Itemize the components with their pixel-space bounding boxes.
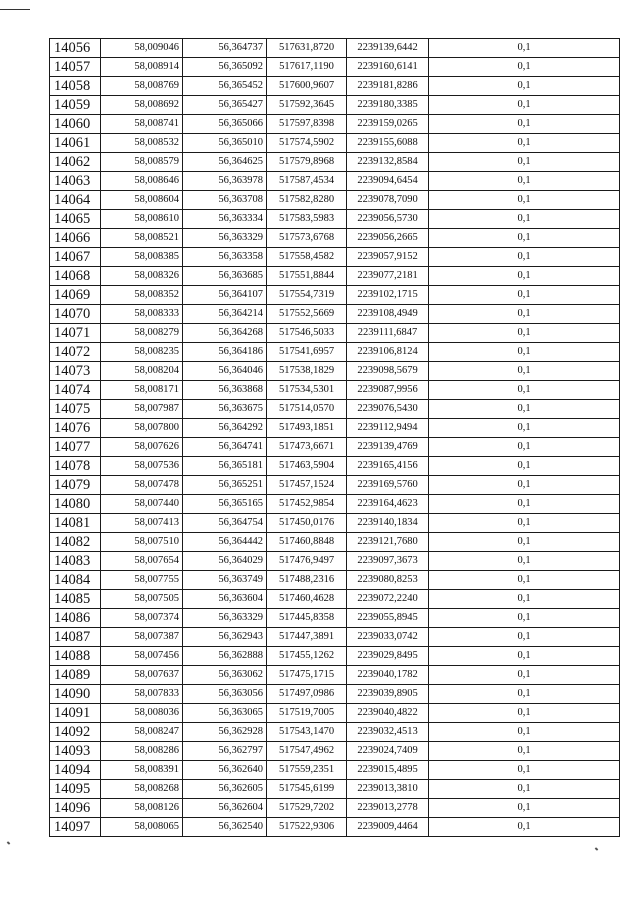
coord-x-cell: 517445,8358 bbox=[267, 609, 347, 628]
tolerance-cell: 0,1 bbox=[429, 324, 620, 343]
coord-y-cell: 2239024,7409 bbox=[347, 742, 429, 761]
latitude-cell: 58,008286 bbox=[101, 742, 183, 761]
coord-x-cell: 517573,6768 bbox=[267, 229, 347, 248]
tolerance-cell: 0,1 bbox=[429, 533, 620, 552]
longitude-cell: 56,363675 bbox=[183, 400, 267, 419]
latitude-cell: 58,008171 bbox=[101, 381, 183, 400]
longitude-cell: 56,364625 bbox=[183, 153, 267, 172]
coord-x-cell: 517534,5301 bbox=[267, 381, 347, 400]
table-row bbox=[50, 495, 620, 514]
coord-x-cell: 517600,9607 bbox=[267, 77, 347, 96]
longitude-cell: 56,362605 bbox=[183, 780, 267, 799]
coord-y-cell: 2239040,4822 bbox=[347, 704, 429, 723]
latitude-cell: 58,008646 bbox=[101, 172, 183, 191]
coord-y-cell: 2239055,8945 bbox=[347, 609, 429, 628]
coord-x-cell: 517554,7319 bbox=[267, 286, 347, 305]
point-number-cell: 14076 bbox=[50, 419, 101, 438]
point-number-cell: 14093 bbox=[50, 742, 101, 761]
coord-y-cell: 2239013,2778 bbox=[347, 799, 429, 818]
tolerance-cell: 0,1 bbox=[429, 305, 620, 324]
table-row bbox=[50, 476, 620, 495]
coord-y-cell: 2239077,2181 bbox=[347, 267, 429, 286]
point-number-cell: 14096 bbox=[50, 799, 101, 818]
point-number-cell: 14085 bbox=[50, 590, 101, 609]
point-number-cell: 14073 bbox=[50, 362, 101, 381]
latitude-cell: 58,007440 bbox=[101, 495, 183, 514]
table-row bbox=[50, 438, 620, 457]
point-number-cell: 14079 bbox=[50, 476, 101, 495]
longitude-cell: 56,365181 bbox=[183, 457, 267, 476]
coord-y-cell: 2239169,5760 bbox=[347, 476, 429, 495]
longitude-cell: 56,364754 bbox=[183, 514, 267, 533]
latitude-cell: 58,008333 bbox=[101, 305, 183, 324]
table-row bbox=[50, 780, 620, 799]
latitude-cell: 58,008914 bbox=[101, 58, 183, 77]
point-number-cell: 14059 bbox=[50, 96, 101, 115]
coord-y-cell: 2239078,7090 bbox=[347, 191, 429, 210]
tolerance-cell: 0,1 bbox=[429, 343, 620, 362]
tolerance-cell: 0,1 bbox=[429, 229, 620, 248]
latitude-cell: 58,008126 bbox=[101, 799, 183, 818]
coord-y-cell: 2239102,1715 bbox=[347, 286, 429, 305]
longitude-cell: 56,362943 bbox=[183, 628, 267, 647]
latitude-cell: 58,007626 bbox=[101, 438, 183, 457]
table-row bbox=[50, 571, 620, 590]
tolerance-cell: 0,1 bbox=[429, 571, 620, 590]
longitude-cell: 56,364029 bbox=[183, 552, 267, 571]
longitude-cell: 56,363056 bbox=[183, 685, 267, 704]
coord-x-cell: 517497,0986 bbox=[267, 685, 347, 704]
table-row bbox=[50, 210, 620, 229]
latitude-cell: 58,007510 bbox=[101, 533, 183, 552]
coord-y-cell: 2239140,1834 bbox=[347, 514, 429, 533]
longitude-cell: 56,362928 bbox=[183, 723, 267, 742]
coord-y-cell: 2239056,5730 bbox=[347, 210, 429, 229]
table-row bbox=[50, 514, 620, 533]
point-number-cell: 14063 bbox=[50, 172, 101, 191]
table-row bbox=[50, 229, 620, 248]
coord-x-cell: 517488,2316 bbox=[267, 571, 347, 590]
tolerance-cell: 0,1 bbox=[429, 438, 620, 457]
coord-x-cell: 517447,3891 bbox=[267, 628, 347, 647]
longitude-cell: 56,363708 bbox=[183, 191, 267, 210]
longitude-cell: 56,363685 bbox=[183, 267, 267, 286]
coord-x-cell: 517546,5033 bbox=[267, 324, 347, 343]
table-row bbox=[50, 115, 620, 134]
coord-x-cell: 517529,7202 bbox=[267, 799, 347, 818]
longitude-cell: 56,363334 bbox=[183, 210, 267, 229]
tolerance-cell: 0,1 bbox=[429, 381, 620, 400]
coord-y-cell: 2239056,2665 bbox=[347, 229, 429, 248]
longitude-cell: 56,365092 bbox=[183, 58, 267, 77]
point-number-cell: 14067 bbox=[50, 248, 101, 267]
point-number-cell: 14066 bbox=[50, 229, 101, 248]
tolerance-cell: 0,1 bbox=[429, 666, 620, 685]
latitude-cell: 58,008692 bbox=[101, 96, 183, 115]
coord-x-cell: 517559,2351 bbox=[267, 761, 347, 780]
tolerance-cell: 0,1 bbox=[429, 780, 620, 799]
coord-y-cell: 2239080,8253 bbox=[347, 571, 429, 590]
table-row bbox=[50, 628, 620, 647]
longitude-cell: 56,362640 bbox=[183, 761, 267, 780]
tolerance-cell: 0,1 bbox=[429, 134, 620, 153]
table-row bbox=[50, 248, 620, 267]
longitude-cell: 56,365165 bbox=[183, 495, 267, 514]
table-row bbox=[50, 609, 620, 628]
coord-x-cell: 517450,0176 bbox=[267, 514, 347, 533]
longitude-cell: 56,364268 bbox=[183, 324, 267, 343]
latitude-cell: 58,007833 bbox=[101, 685, 183, 704]
table-row bbox=[50, 818, 620, 837]
coord-x-cell: 517538,1829 bbox=[267, 362, 347, 381]
coord-x-cell: 517582,8280 bbox=[267, 191, 347, 210]
tolerance-cell: 0,1 bbox=[429, 723, 620, 742]
coord-y-cell: 2239029,8495 bbox=[347, 647, 429, 666]
latitude-cell: 58,009046 bbox=[101, 39, 183, 58]
tolerance-cell: 0,1 bbox=[429, 172, 620, 191]
longitude-cell: 56,364046 bbox=[183, 362, 267, 381]
tolerance-cell: 0,1 bbox=[429, 799, 620, 818]
coord-x-cell: 517514,0570 bbox=[267, 400, 347, 419]
latitude-cell: 58,007413 bbox=[101, 514, 183, 533]
longitude-cell: 56,363978 bbox=[183, 172, 267, 191]
latitude-cell: 58,008521 bbox=[101, 229, 183, 248]
tolerance-cell: 0,1 bbox=[429, 476, 620, 495]
tolerance-cell: 0,1 bbox=[429, 267, 620, 286]
point-number-cell: 14097 bbox=[50, 818, 101, 837]
point-number-cell: 14082 bbox=[50, 533, 101, 552]
tolerance-cell: 0,1 bbox=[429, 191, 620, 210]
coord-y-cell: 2239139,4769 bbox=[347, 438, 429, 457]
latitude-cell: 58,008741 bbox=[101, 115, 183, 134]
coord-x-cell: 517475,1715 bbox=[267, 666, 347, 685]
tolerance-cell: 0,1 bbox=[429, 552, 620, 571]
point-number-cell: 14057 bbox=[50, 58, 101, 77]
tolerance-cell: 0,1 bbox=[429, 514, 620, 533]
table-row bbox=[50, 723, 620, 742]
table-row bbox=[50, 457, 620, 476]
coord-y-cell: 2239181,8286 bbox=[347, 77, 429, 96]
point-number-cell: 14080 bbox=[50, 495, 101, 514]
latitude-cell: 58,008610 bbox=[101, 210, 183, 229]
longitude-cell: 56,365251 bbox=[183, 476, 267, 495]
point-number-cell: 14095 bbox=[50, 780, 101, 799]
coord-x-cell: 517592,3645 bbox=[267, 96, 347, 115]
longitude-cell: 56,364292 bbox=[183, 419, 267, 438]
latitude-cell: 58,007536 bbox=[101, 457, 183, 476]
table-row bbox=[50, 533, 620, 552]
point-number-cell: 14083 bbox=[50, 552, 101, 571]
longitude-cell: 56,365452 bbox=[183, 77, 267, 96]
latitude-cell: 58,007387 bbox=[101, 628, 183, 647]
coord-x-cell: 517522,9306 bbox=[267, 818, 347, 837]
table-row bbox=[50, 381, 620, 400]
tolerance-cell: 0,1 bbox=[429, 153, 620, 172]
coord-x-cell: 517476,9497 bbox=[267, 552, 347, 571]
tolerance-cell: 0,1 bbox=[429, 400, 620, 419]
tolerance-cell: 0,1 bbox=[429, 286, 620, 305]
latitude-cell: 58,008065 bbox=[101, 818, 183, 837]
table-row bbox=[50, 799, 620, 818]
coord-y-cell: 2239097,3673 bbox=[347, 552, 429, 571]
longitude-cell: 56,364186 bbox=[183, 343, 267, 362]
coord-x-cell: 517519,7005 bbox=[267, 704, 347, 723]
coord-x-cell: 517473,6671 bbox=[267, 438, 347, 457]
point-number-cell: 14087 bbox=[50, 628, 101, 647]
coordinates-table-body bbox=[50, 39, 620, 837]
latitude-cell: 58,007505 bbox=[101, 590, 183, 609]
coord-x-cell: 517583,5983 bbox=[267, 210, 347, 229]
point-number-cell: 14064 bbox=[50, 191, 101, 210]
latitude-cell: 58,008326 bbox=[101, 267, 183, 286]
coord-y-cell: 2239180,3385 bbox=[347, 96, 429, 115]
coord-y-cell: 2239139,6442 bbox=[347, 39, 429, 58]
tolerance-cell: 0,1 bbox=[429, 210, 620, 229]
point-number-cell: 14071 bbox=[50, 324, 101, 343]
tolerance-cell: 0,1 bbox=[429, 77, 620, 96]
table-row bbox=[50, 39, 620, 58]
table-row bbox=[50, 552, 620, 571]
point-number-cell: 14091 bbox=[50, 704, 101, 723]
point-number-cell: 14062 bbox=[50, 153, 101, 172]
table-row bbox=[50, 343, 620, 362]
point-number-cell: 14074 bbox=[50, 381, 101, 400]
table-row bbox=[50, 666, 620, 685]
coord-y-cell: 2239076,5430 bbox=[347, 400, 429, 419]
tolerance-cell: 0,1 bbox=[429, 115, 620, 134]
latitude-cell: 58,007478 bbox=[101, 476, 183, 495]
coord-x-cell: 517460,4628 bbox=[267, 590, 347, 609]
longitude-cell: 56,362540 bbox=[183, 818, 267, 837]
point-number-cell: 14056 bbox=[50, 39, 101, 58]
coord-x-cell: 517460,8848 bbox=[267, 533, 347, 552]
coord-y-cell: 2239112,9494 bbox=[347, 419, 429, 438]
latitude-cell: 58,008279 bbox=[101, 324, 183, 343]
coord-x-cell: 517463,5904 bbox=[267, 457, 347, 476]
coord-y-cell: 2239033,0742 bbox=[347, 628, 429, 647]
latitude-cell: 58,008604 bbox=[101, 191, 183, 210]
latitude-cell: 58,008204 bbox=[101, 362, 183, 381]
coordinates-table bbox=[49, 38, 620, 837]
table-row bbox=[50, 685, 620, 704]
latitude-cell: 58,008235 bbox=[101, 343, 183, 362]
latitude-cell: 58,008352 bbox=[101, 286, 183, 305]
table-row bbox=[50, 134, 620, 153]
coord-x-cell: 517493,1851 bbox=[267, 419, 347, 438]
coord-x-cell: 517541,6957 bbox=[267, 343, 347, 362]
table-row bbox=[50, 647, 620, 666]
coord-y-cell: 2239057,9152 bbox=[347, 248, 429, 267]
tolerance-cell: 0,1 bbox=[429, 457, 620, 476]
longitude-cell: 56,363062 bbox=[183, 666, 267, 685]
latitude-cell: 58,007637 bbox=[101, 666, 183, 685]
table-row bbox=[50, 96, 620, 115]
scan-artifact-left bbox=[7, 841, 11, 844]
tolerance-cell: 0,1 bbox=[429, 685, 620, 704]
point-number-cell: 14088 bbox=[50, 647, 101, 666]
latitude-cell: 58,008769 bbox=[101, 77, 183, 96]
longitude-cell: 56,364737 bbox=[183, 39, 267, 58]
coord-x-cell: 517574,5902 bbox=[267, 134, 347, 153]
table-row bbox=[50, 590, 620, 609]
table-row bbox=[50, 58, 620, 77]
coord-y-cell: 2239009,4464 bbox=[347, 818, 429, 837]
coord-y-cell: 2239160,6141 bbox=[347, 58, 429, 77]
table-row bbox=[50, 362, 620, 381]
longitude-cell: 56,365066 bbox=[183, 115, 267, 134]
tolerance-cell: 0,1 bbox=[429, 818, 620, 837]
table-row bbox=[50, 153, 620, 172]
point-number-cell: 14061 bbox=[50, 134, 101, 153]
tolerance-cell: 0,1 bbox=[429, 590, 620, 609]
longitude-cell: 56,363329 bbox=[183, 609, 267, 628]
latitude-cell: 58,007456 bbox=[101, 647, 183, 666]
table-row bbox=[50, 742, 620, 761]
coord-y-cell: 2239108,4949 bbox=[347, 305, 429, 324]
tolerance-cell: 0,1 bbox=[429, 248, 620, 267]
longitude-cell: 56,365010 bbox=[183, 134, 267, 153]
coord-x-cell: 517551,8844 bbox=[267, 267, 347, 286]
table-row bbox=[50, 324, 620, 343]
tolerance-cell: 0,1 bbox=[429, 647, 620, 666]
tolerance-cell: 0,1 bbox=[429, 742, 620, 761]
longitude-cell: 56,364442 bbox=[183, 533, 267, 552]
table-row bbox=[50, 77, 620, 96]
point-number-cell: 14060 bbox=[50, 115, 101, 134]
latitude-cell: 58,007374 bbox=[101, 609, 183, 628]
coord-y-cell: 2239039,8905 bbox=[347, 685, 429, 704]
longitude-cell: 56,364741 bbox=[183, 438, 267, 457]
coord-y-cell: 2239032,4513 bbox=[347, 723, 429, 742]
coord-y-cell: 2239111,6847 bbox=[347, 324, 429, 343]
coord-y-cell: 2239087,9956 bbox=[347, 381, 429, 400]
longitude-cell: 56,363065 bbox=[183, 704, 267, 723]
latitude-cell: 58,008532 bbox=[101, 134, 183, 153]
point-number-cell: 14094 bbox=[50, 761, 101, 780]
latitude-cell: 58,008036 bbox=[101, 704, 183, 723]
longitude-cell: 56,363329 bbox=[183, 229, 267, 248]
table-row bbox=[50, 704, 620, 723]
coord-x-cell: 517452,9854 bbox=[267, 495, 347, 514]
tolerance-cell: 0,1 bbox=[429, 96, 620, 115]
coord-x-cell: 517617,1190 bbox=[267, 58, 347, 77]
table-row bbox=[50, 400, 620, 419]
latitude-cell: 58,007800 bbox=[101, 419, 183, 438]
coord-x-cell: 517552,5669 bbox=[267, 305, 347, 324]
coord-y-cell: 2239013,3810 bbox=[347, 780, 429, 799]
table-row bbox=[50, 419, 620, 438]
longitude-cell: 56,364107 bbox=[183, 286, 267, 305]
corner-scan-mark bbox=[0, 9, 30, 10]
longitude-cell: 56,363604 bbox=[183, 590, 267, 609]
table-row bbox=[50, 761, 620, 780]
point-number-cell: 14092 bbox=[50, 723, 101, 742]
latitude-cell: 58,007755 bbox=[101, 571, 183, 590]
coord-x-cell: 517457,1524 bbox=[267, 476, 347, 495]
coord-x-cell: 517579,8968 bbox=[267, 153, 347, 172]
tolerance-cell: 0,1 bbox=[429, 609, 620, 628]
coord-y-cell: 2239165,4156 bbox=[347, 457, 429, 476]
point-number-cell: 14077 bbox=[50, 438, 101, 457]
point-number-cell: 14068 bbox=[50, 267, 101, 286]
point-number-cell: 14084 bbox=[50, 571, 101, 590]
table-row bbox=[50, 267, 620, 286]
tolerance-cell: 0,1 bbox=[429, 704, 620, 723]
table-row bbox=[50, 286, 620, 305]
longitude-cell: 56,363749 bbox=[183, 571, 267, 590]
point-number-cell: 14065 bbox=[50, 210, 101, 229]
coord-y-cell: 2239132,8584 bbox=[347, 153, 429, 172]
longitude-cell: 56,364214 bbox=[183, 305, 267, 324]
coord-x-cell: 517558,4582 bbox=[267, 248, 347, 267]
coord-x-cell: 517543,1470 bbox=[267, 723, 347, 742]
coord-y-cell: 2239040,1782 bbox=[347, 666, 429, 685]
coord-y-cell: 2239094,6454 bbox=[347, 172, 429, 191]
coord-y-cell: 2239072,2240 bbox=[347, 590, 429, 609]
latitude-cell: 58,008268 bbox=[101, 780, 183, 799]
point-number-cell: 14069 bbox=[50, 286, 101, 305]
tolerance-cell: 0,1 bbox=[429, 761, 620, 780]
longitude-cell: 56,365427 bbox=[183, 96, 267, 115]
table-row bbox=[50, 305, 620, 324]
coord-x-cell: 517547,4962 bbox=[267, 742, 347, 761]
table-row bbox=[50, 172, 620, 191]
tolerance-cell: 0,1 bbox=[429, 58, 620, 77]
table-row bbox=[50, 191, 620, 210]
point-number-cell: 14089 bbox=[50, 666, 101, 685]
coord-y-cell: 2239098,5679 bbox=[347, 362, 429, 381]
coord-x-cell: 517455,1262 bbox=[267, 647, 347, 666]
point-number-cell: 14090 bbox=[50, 685, 101, 704]
longitude-cell: 56,362604 bbox=[183, 799, 267, 818]
latitude-cell: 58,007654 bbox=[101, 552, 183, 571]
tolerance-cell: 0,1 bbox=[429, 362, 620, 381]
scan-artifact-right bbox=[595, 847, 599, 850]
coord-x-cell: 517597,8398 bbox=[267, 115, 347, 134]
coord-x-cell: 517631,8720 bbox=[267, 39, 347, 58]
latitude-cell: 58,007987 bbox=[101, 400, 183, 419]
latitude-cell: 58,008385 bbox=[101, 248, 183, 267]
point-number-cell: 14086 bbox=[50, 609, 101, 628]
coord-y-cell: 2239164,4623 bbox=[347, 495, 429, 514]
longitude-cell: 56,363868 bbox=[183, 381, 267, 400]
point-number-cell: 14070 bbox=[50, 305, 101, 324]
longitude-cell: 56,362797 bbox=[183, 742, 267, 761]
coord-y-cell: 2239155,6088 bbox=[347, 134, 429, 153]
latitude-cell: 58,008247 bbox=[101, 723, 183, 742]
coord-y-cell: 2239159,0265 bbox=[347, 115, 429, 134]
point-number-cell: 14072 bbox=[50, 343, 101, 362]
coord-x-cell: 517545,6199 bbox=[267, 780, 347, 799]
point-number-cell: 14075 bbox=[50, 400, 101, 419]
point-number-cell: 14078 bbox=[50, 457, 101, 476]
point-number-cell: 14058 bbox=[50, 77, 101, 96]
point-number-cell: 14081 bbox=[50, 514, 101, 533]
longitude-cell: 56,362888 bbox=[183, 647, 267, 666]
longitude-cell: 56,363358 bbox=[183, 248, 267, 267]
coord-y-cell: 2239121,7680 bbox=[347, 533, 429, 552]
latitude-cell: 58,008391 bbox=[101, 761, 183, 780]
coord-x-cell: 517587,4534 bbox=[267, 172, 347, 191]
tolerance-cell: 0,1 bbox=[429, 39, 620, 58]
tolerance-cell: 0,1 bbox=[429, 419, 620, 438]
coord-y-cell: 2239015,4895 bbox=[347, 761, 429, 780]
latitude-cell: 58,008579 bbox=[101, 153, 183, 172]
tolerance-cell: 0,1 bbox=[429, 495, 620, 514]
coord-y-cell: 2239106,8124 bbox=[347, 343, 429, 362]
tolerance-cell: 0,1 bbox=[429, 628, 620, 647]
